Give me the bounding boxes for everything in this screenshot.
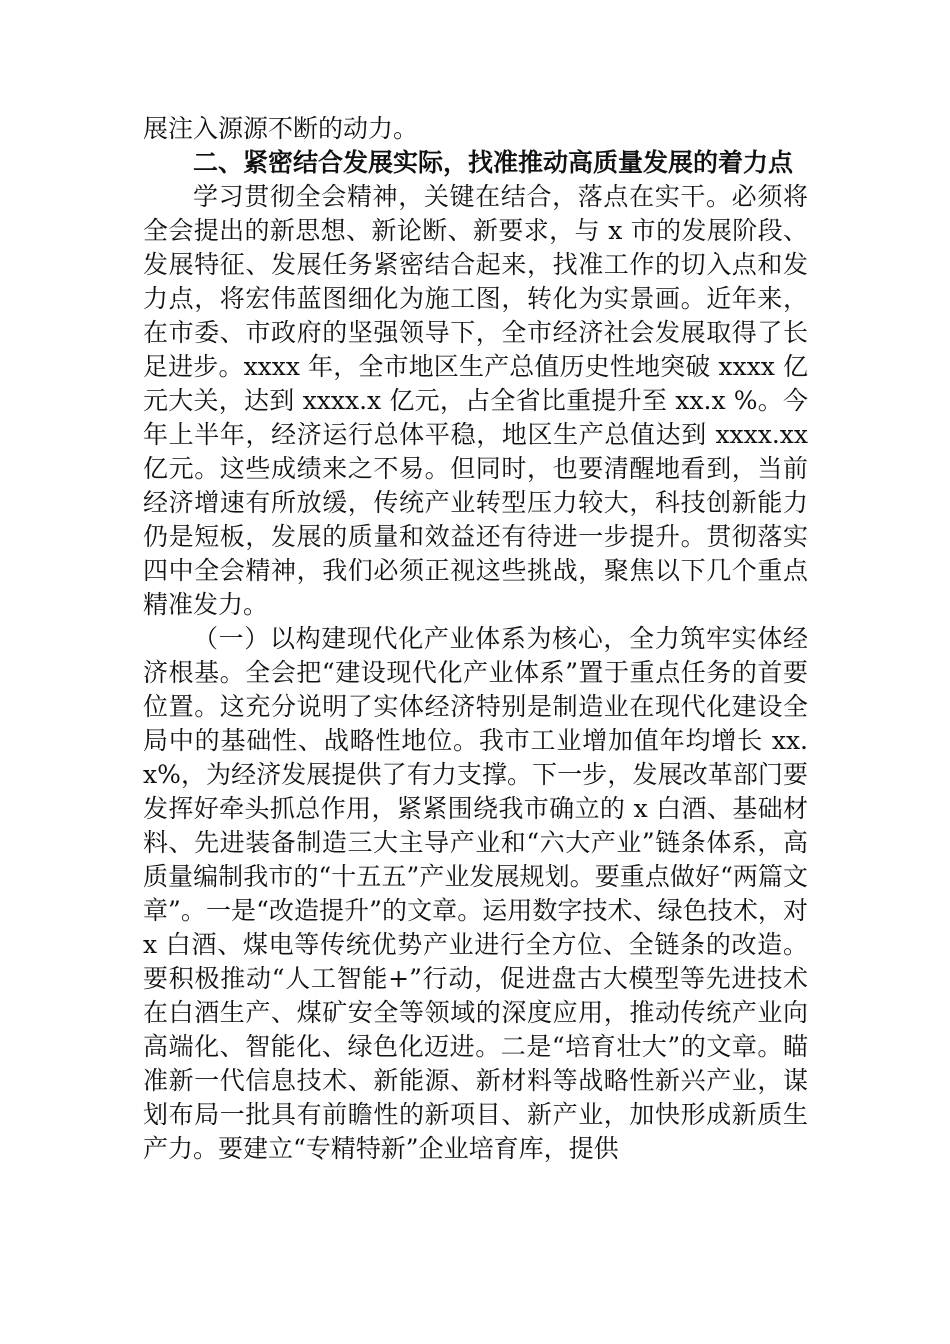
continuation-line: 展注入源源不断的动力。	[143, 114, 419, 143]
section-heading: 二、紧密结合发展实际，找准推动高质量发展的着力点	[193, 148, 794, 177]
paragraph-2: （一）以构建现代化产业体系为核心，全力筑牢实体经济根基。全会把“建设现代化产业体系”置于重点任务的首要位置。这充分说明了实体经济特别是制造业在现代化建设全局中的基础性、战略性地位。我市工业增加值年均增长 xx.x%，为经济发展提供了有力支撑。下一步，发展改革部门要发挥好牵头抓总作用，紧紧围绕我市确立的 x 白酒、基础材料、先进装备制造三大主导产业和“六大产业”链条体系，高质量编制我市的“十五五”产业发展规划。要重点做好“两篇文章”。一是“改造提升”的文章。运用数字技术、绿色技术，对 x 白酒、煤电等传统优势产业进行全方位、全链条的改造。要积极推动“人工智能+”行动，促进盘古大模型等先进技术在白酒生产、煤矿安全等领域的深度应用，推动传统产业向高端化、智能化、绿色化迈进。二是“培育壮大”的文章。瞄准新一代信息技术、新能源、新材料等战略性新兴产业，谋划布局一批具有前瞻性的新项目、新产业，加快形成新质生产力。要建立“专精特新”企业培育库，提供	[143, 624, 808, 1163]
body-text	[143, 112, 808, 1166]
paragraph-1: 学习贯彻全会精神，关键在结合，落点在实干。必须将全会提出的新思想、新论断、新要求，与 x 市的发展阶段、发展特征、发展任务紧密结合起来，找准工作的切入点和发力点，将宏伟蓝图细化为施工图，转化为实景画。近年来，在市委、市政府的坚强领导下，全市经济社会发展取得了长足进步。xxxx 年，全市地区生产总值历史性地突破 xxxx 亿元大关，达到 xxxx.x 亿元，占全省比重提升至 xx.x %。今年上半年，经济运行总体平稳，地区生产总值达到 xxxx.xx 亿元。这些成绩来之不易。但同时，也要清醒地看到，当前经济增速有所放缓，传统产业转型压力较大，科技创新能力仍是短板，发展的质量和效益还有待进一步提升。贯彻落实四中全会精神，我们必须正视这些挑战，聚焦以下几个重点精准发力。	[143, 182, 808, 619]
